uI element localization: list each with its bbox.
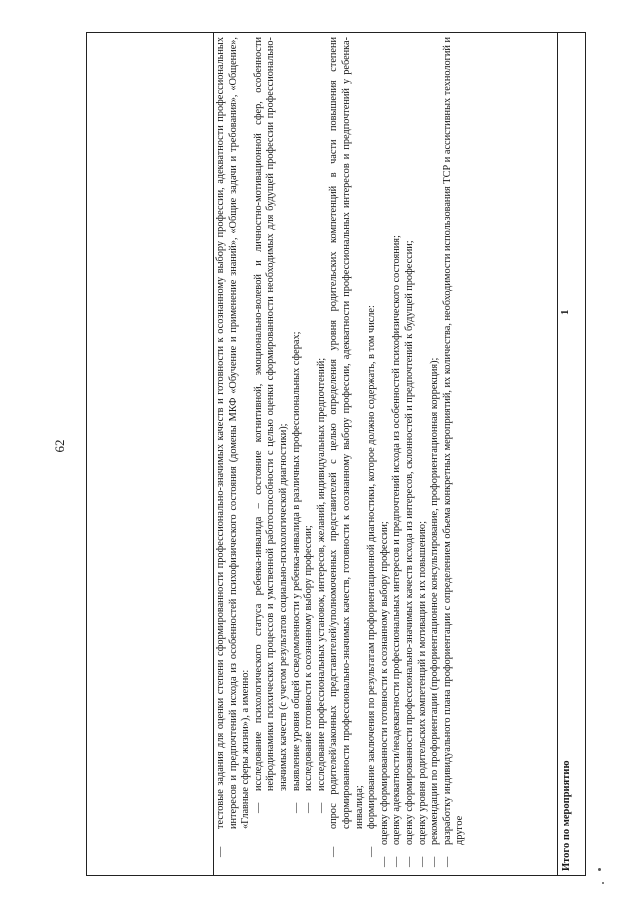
research-item: исследование готовности к осознанному выбору профессии; — [303, 525, 315, 791]
conclusion-item: рекомендации по профориентации (профориентационное консультирование, профориентационная коррекция); — [429, 357, 441, 845]
list-item — [291, 37, 304, 871]
scan-speck — [602, 882, 604, 884]
parents-survey: опрос родителей/законных представителей/уполномоченных представителей с целью определения уровня родительских компетенций в части повышения степени сформированности профессионально-значимых качеств, готовности к осознанному выбору профессии, адекватности профессиональных интересов и предпочтений у ребенка-инвалида; — [328, 37, 365, 829]
conclusion-item: оценку сформированности готовности к осознанному выбору профессии; — [378, 521, 390, 845]
list-item — [391, 37, 404, 871]
dash-marker: — — [315, 802, 327, 813]
list-item-conclusion — [366, 37, 379, 871]
list-item — [303, 37, 316, 871]
dash-marker: — — [303, 802, 315, 813]
rotated-table-content — [87, 33, 585, 875]
dash-marker: — — [391, 856, 403, 867]
list-item — [429, 37, 442, 871]
conclusion-item: оценку сформированности профессионально-значимых качеств исхода из интересов, склонностей и предпочтений к будущей профессии; — [403, 240, 415, 845]
dash-marker: — — [403, 856, 415, 867]
list-item — [442, 37, 467, 871]
list-item — [379, 37, 392, 871]
measures-table — [87, 33, 585, 875]
list-item — [316, 37, 329, 871]
research-item: выявление уровня общей осведомленности у ребенка-инвалида в различных профессиональных сферах; — [290, 331, 302, 791]
list-item — [404, 37, 417, 871]
research-item: исследование психологического статуса ребенка-инвалида – состояние когнитивной, эмоционально-волевой и личностно-мотивационной сфер, особенности нейродинамики психических процессов и умственной работоспособности с целью оценки сформированности необходимых для будущей профессии профессионально-значимых качеств (с учетом результатов социально-психологической диагностики); — [252, 37, 289, 791]
total-label: Итого по мероприятию — [561, 760, 572, 871]
list-item — [253, 37, 291, 871]
list-intro: тестовые задания для оценки степени сформированности профессионально-значимых качеств и готовности к осознанному выбору профессии, адекватности профессиональных интересов и предпочтений исхода из особенностей психофизического состояния (домены МКФ «Обучение и применение знаний», «Общие задачи и требования», «Общение», «Главные сферы жизни»), а именно: — [215, 37, 252, 829]
scan-speck — [598, 868, 601, 871]
dash-marker: — — [429, 856, 441, 867]
list-item — [417, 37, 430, 871]
conclusion-item: оценку уровня родительских компетенций и мотивации к их повышению; — [416, 521, 428, 845]
conclusion-item: разработку индивидуального плана профориентации с определением объема конкретных мероприятий, их количества, необходимости использования ТСР и ассистивных технологий и другое — [441, 37, 466, 845]
dash-marker: — — [215, 846, 226, 857]
conclusion-item: оценку адекватности/неадекватности профессиональных интересов и предпочтений исхода из особенностей психофизического состояния; — [391, 235, 403, 845]
dash-marker: — — [416, 856, 428, 867]
list-item-parents-survey — [328, 37, 366, 871]
dash-marker: — — [328, 846, 340, 857]
table-frame — [86, 32, 586, 876]
dash-marker: — — [366, 846, 378, 857]
page-number: 62 — [52, 439, 67, 453]
list-item-tests — [215, 37, 253, 871]
dash-marker: — — [252, 802, 264, 813]
research-item: исследование профессиональных установок, интересов, желаний, индивидуальных предпочтений; — [315, 357, 327, 791]
dash-marker: — — [290, 802, 302, 813]
table-divider — [557, 33, 558, 875]
activity-description-cell — [215, 37, 555, 871]
total-value: 1 — [559, 309, 571, 315]
table-divider — [213, 33, 214, 875]
dash-marker: — — [378, 856, 390, 867]
conclusion-intro: формирование заключения по результатам профориентационной диагностики, которое должно содержать, в том числе: — [366, 305, 378, 829]
dash-marker: — — [441, 856, 453, 867]
